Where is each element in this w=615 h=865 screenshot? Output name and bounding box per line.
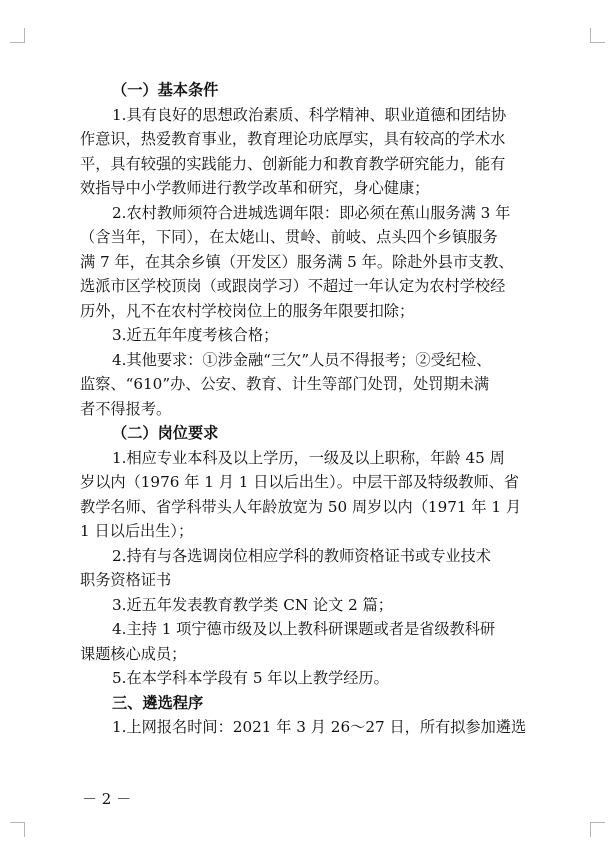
paragraph-line: 监察、“610”办、公安、教育、计生等部门处罚，处罚期未满 bbox=[80, 375, 490, 393]
crop-mark-top-left bbox=[10, 28, 25, 43]
paragraph-line: 岁以内（1976 年 1 月 1 日以后出生）。中层干部及特级教师、省 bbox=[80, 473, 520, 491]
paragraph-item-2-3 bbox=[80, 593, 538, 618]
section-heading-selection-procedure: 三、遴选程序 bbox=[112, 693, 204, 712]
paragraph-line: 课题核心成员； bbox=[80, 644, 187, 663]
paragraph-line: 效指导中小学教师进行教学改革和研究，身心健康； bbox=[80, 179, 430, 197]
paragraph-line: 3.近五年年度考核合格； bbox=[112, 326, 279, 344]
paragraph-item-2-5 bbox=[80, 666, 538, 691]
paragraph-line: 1.具有良好的思想政治素质、科学精神、职业道德和团结协 bbox=[112, 105, 507, 124]
paragraph-line: 选派市区学校顶岗（或跟岗学习）不超过一年认定为农村学校经 bbox=[80, 277, 506, 295]
crop-mark-top-right bbox=[590, 28, 605, 43]
paragraph-line: 者不得报考。 bbox=[80, 399, 172, 418]
paragraph-line: 满 7 年，在其余乡镇（开发区）服务满 5 年。除赴外县市支教、 bbox=[80, 252, 514, 271]
paragraph-item-1-2 bbox=[80, 201, 538, 324]
section-heading-job-requirements: （二）岗位要求 bbox=[112, 424, 219, 442]
paragraph-line: 1 日以后出生）； bbox=[80, 522, 194, 540]
paragraph-line: 平，具有较强的实践能力、创新能力和教育教学研究能力，能有 bbox=[80, 154, 506, 173]
section-heading-basic-conditions: （一）基本条件 bbox=[112, 81, 219, 99]
paragraph-item-2-2 bbox=[80, 544, 538, 593]
paragraph-line: 3.近五年发表教育教学类 CN 论文 2 篇； bbox=[112, 595, 393, 614]
paragraph-line: （含当年，下同），在太姥山、贯岭、前岐、点头四个乡镇服务 bbox=[80, 228, 498, 246]
paragraph-item-2-1 bbox=[80, 446, 538, 544]
paragraph-line: 教学名师、省学科带头人年龄放宽为 50 周岁以内（1971 年 1 月 bbox=[80, 497, 522, 516]
paragraph-line: 1.相应专业本科及以上学历，一级及以上职称，年龄 45 周 bbox=[112, 448, 505, 467]
paragraph-line: 5.在本学科本学段有 5 年以上教学经历。 bbox=[112, 669, 389, 687]
paragraph-item-1-1 bbox=[80, 103, 538, 201]
paragraph-item-1-3 bbox=[80, 323, 538, 348]
paragraph-line: 作意识，热爱教育事业，教育理论功底厚实，具有较高的学术水 bbox=[80, 130, 506, 148]
paragraph-line: 4.主持 1 项宁德市级及以上教科研课题或者是省级教科研 bbox=[112, 620, 496, 638]
paragraph-line: 1.上网报名时间：2021 年 3 月 26～27 日，所有拟参加遴选 bbox=[112, 718, 527, 736]
paragraph-line: 2.持有与各选调岗位相应学科的教师资格证书或专业技术 bbox=[112, 546, 491, 565]
paragraph-line: 2.农村教师须符合进城选调年限：即必须在蕉山服务满 3 年 bbox=[112, 203, 511, 222]
paragraph-line: 职务资格证书 bbox=[80, 571, 172, 589]
crop-mark-bottom-left bbox=[10, 822, 25, 837]
paragraph-item-1-4 bbox=[80, 348, 538, 422]
paragraph-item-2-4 bbox=[80, 617, 538, 666]
paragraph-line: 4.其他要求：①涉金融“三欠”人员不得报考；②受纪检、 bbox=[112, 350, 492, 369]
document-body bbox=[80, 78, 538, 740]
crop-mark-bottom-right bbox=[590, 822, 605, 837]
paragraph-line: 历外，凡不在农村学校岗位上的服务年限要扣除； bbox=[80, 301, 415, 320]
page-number: － 2 － bbox=[82, 790, 132, 808]
